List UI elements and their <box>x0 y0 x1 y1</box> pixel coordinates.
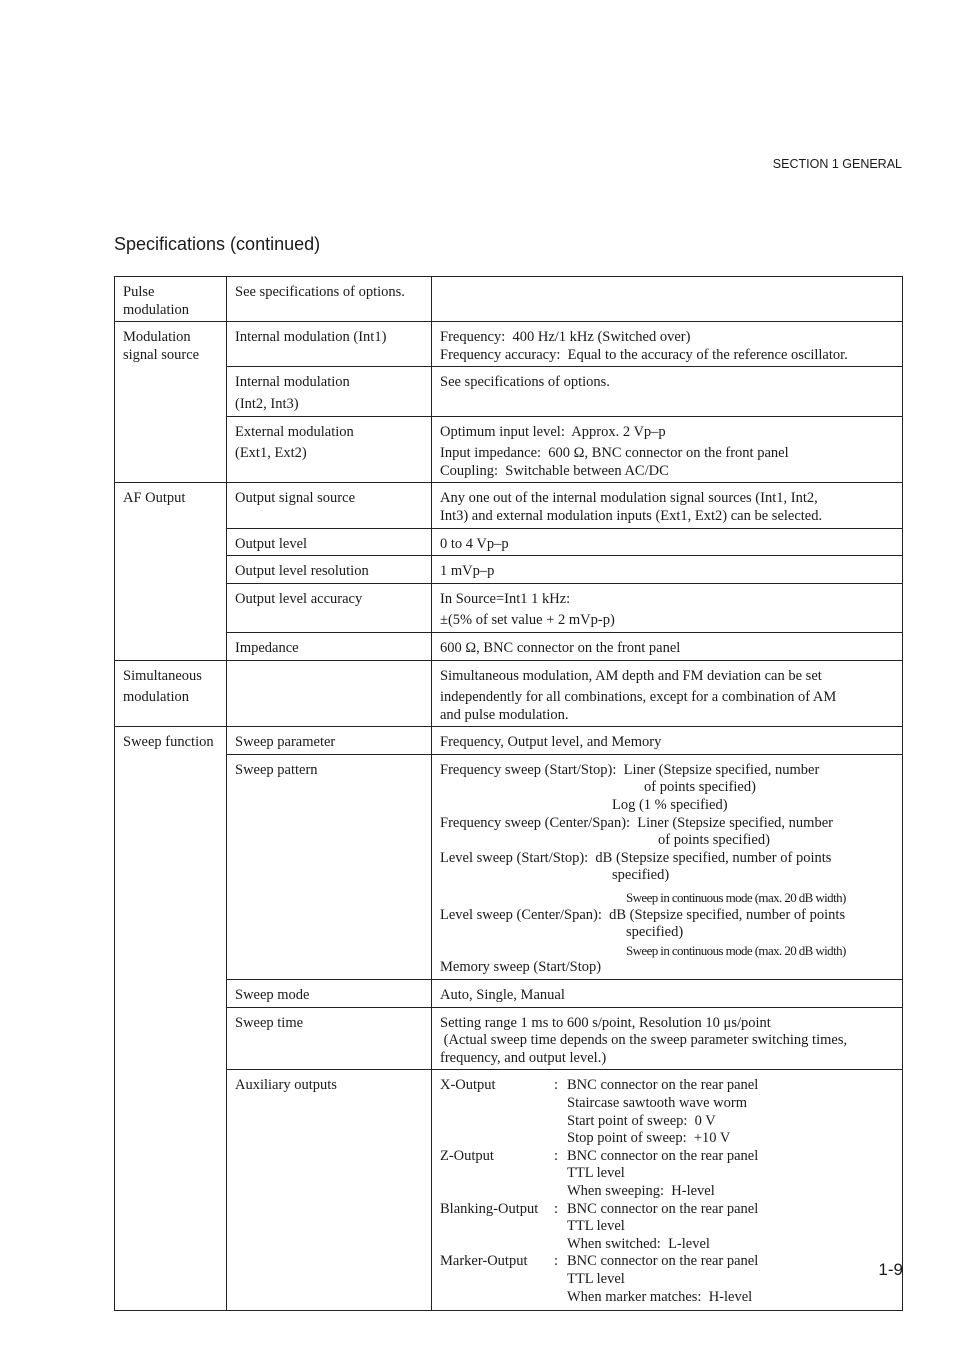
spec-int23 <box>432 367 903 416</box>
spec-line: Level sweep (Center/Span): dB (Stepsize specified, number of points <box>440 906 846 923</box>
spec-note: Sweep in continuous mode (max. 20 dB width) <box>626 890 846 906</box>
spec-sweep-pattern <box>432 754 903 979</box>
spec-line: TTL level <box>567 1165 625 1182</box>
item-int1: Internal modulation (Int1) <box>227 322 432 367</box>
item-simultaneous <box>227 660 432 727</box>
aux-detail <box>567 1077 896 1147</box>
category-pulse: Pulse modulation <box>115 277 227 322</box>
aux-detail <box>567 1148 896 1201</box>
table-row <box>115 1070 903 1311</box>
spec-line: TTL level <box>567 1218 625 1235</box>
spec-line: ±(5% of set value + 2 mVp-p) <box>440 612 615 629</box>
spec-line: Memory sweep (Start/Stop) <box>440 959 602 976</box>
spec-line: specified) <box>612 867 670 884</box>
spec-line: Optimum input level: Approx. 2 Vp–p <box>440 423 666 440</box>
aux-name: Marker-Output <box>440 1253 528 1270</box>
table-row <box>115 727 903 755</box>
spec-line: Int3) and external modulation inputs (Ext1, Ext2) can be selected. <box>440 507 823 524</box>
table-row <box>115 416 903 483</box>
aux-name: Blanking-Output <box>440 1200 539 1217</box>
spec-line: Start point of sweep: 0 V <box>567 1112 716 1129</box>
spec-line: Setting range 1 ms to 600 s/point, Resolution 10 μs/point <box>440 1014 771 1031</box>
category-sweep: Sweep function <box>115 727 227 1311</box>
aux-separator: : <box>554 1077 559 1094</box>
spec-sweep-mode: Auto, Single, Manual <box>432 980 903 1008</box>
spec-line: Any one out of the internal modulation signal sources (Int1, Int2, <box>440 490 818 507</box>
item-impedance: Impedance <box>227 632 432 660</box>
spec-ext <box>432 416 903 483</box>
spec-line: specified) <box>626 924 684 941</box>
spec-line: BNC connector on the rear panel <box>567 1200 759 1217</box>
aux-separator: : <box>554 1147 559 1164</box>
spec-auxiliary-outputs <box>432 1070 903 1311</box>
item-sweep-parameter: Sweep parameter <box>227 727 432 755</box>
aux-separator: : <box>554 1200 559 1217</box>
category-line: modulation <box>123 689 190 706</box>
aux-separator: : <box>554 1253 559 1270</box>
spec-line: independently for all combinations, except for a combination of AM <box>440 689 837 706</box>
aux-detail <box>567 1201 896 1254</box>
table-row <box>115 660 903 727</box>
spec-line: Frequency: 400 Hz/1 kHz (Switched over) <box>440 329 691 346</box>
spec-output-level: 0 to 4 Vp–p <box>432 528 903 556</box>
spec-line: Frequency sweep (Start/Stop): Liner (Stepsize specified, number <box>440 761 820 778</box>
item-line: External modulation <box>235 423 354 440</box>
spec-line: Frequency accuracy: Equal to the accuracy of the reference oscillator. <box>440 346 848 363</box>
aux-detail <box>567 1253 896 1306</box>
spec-note: Sweep in continuous mode (max. 20 dB width) <box>626 942 846 958</box>
spec-line: BNC connector on the rear panel <box>567 1077 759 1094</box>
aux-name: Z-Output <box>440 1147 494 1164</box>
spec-line: Simultaneous modulation, AM depth and FM deviation can be set <box>440 667 822 684</box>
spec-sweep-time <box>432 1007 903 1070</box>
spec-line: BNC connector on the rear panel <box>567 1253 759 1270</box>
spec-output-resolution: 1 mVp–p <box>432 556 903 584</box>
table-row <box>115 483 903 528</box>
auxiliary-list <box>440 1077 896 1306</box>
spec-line: See specifications of options. <box>440 374 610 391</box>
category-simultaneous <box>115 660 227 727</box>
spec-line: When switched: L-level <box>567 1235 710 1252</box>
aux-name: X-Output <box>440 1077 496 1094</box>
table-row <box>115 322 903 367</box>
spec-line: Coupling: Switchable between AC/DC <box>440 462 669 479</box>
spec-line: BNC connector on the rear panel <box>567 1147 759 1164</box>
table-row <box>115 632 903 660</box>
table-row <box>115 1007 903 1070</box>
item-line: Internal modulation <box>235 374 350 391</box>
spec-sweep-parameter: Frequency, Output level, and Memory <box>432 727 903 755</box>
spec-line: In Source=Int1 1 kHz: <box>440 590 571 607</box>
table-row <box>115 277 903 322</box>
spec-line: When marker matches: H-level <box>567 1288 753 1305</box>
spec-line: Log (1 % specified) <box>612 797 728 814</box>
item-line: (Int2, Int3) <box>235 395 299 412</box>
section-header: SECTION 1 GENERAL <box>772 157 902 171</box>
page-title: Specifications (continued) <box>114 234 321 254</box>
item-line: (Ext1, Ext2) <box>235 445 307 462</box>
item-auxiliary-outputs: Auxiliary outputs <box>227 1070 432 1311</box>
spec-line: frequency, and output level.) <box>440 1049 607 1066</box>
spec-line: When sweeping: H-level <box>567 1182 715 1199</box>
spec-simultaneous <box>432 660 903 727</box>
spec-line: Stop point of sweep: +10 V <box>567 1130 731 1147</box>
item-ext <box>227 416 432 483</box>
spec-impedance: 600 Ω, BNC connector on the front panel <box>432 632 903 660</box>
spec-line: Level sweep (Start/Stop): dB (Stepsize specified, number of points <box>440 849 832 866</box>
table-row <box>115 754 903 979</box>
item-output-source: Output signal source <box>227 483 432 528</box>
item-output-level: Output level <box>227 528 432 556</box>
spec-line: TTL level <box>567 1270 625 1287</box>
table-row <box>115 556 903 584</box>
item-sweep-time: Sweep time <box>227 1007 432 1070</box>
table-row <box>115 367 903 416</box>
table-row <box>115 583 903 632</box>
spec-line: of points specified) <box>644 779 756 796</box>
spec-line: of points specified) <box>658 832 770 849</box>
spec-line: Frequency sweep (Center/Span): Liner (Stepsize specified, number <box>440 814 833 831</box>
spec-line: Input impedance: 600 Ω, BNC connector on the front panel <box>440 445 789 462</box>
item-sweep-pattern: Sweep pattern <box>227 754 432 979</box>
spec-int1 <box>432 322 903 367</box>
spec-line: Staircase sawtooth wave worm <box>567 1094 747 1111</box>
spec-pulse <box>432 277 903 322</box>
category-modulation-source: Modulation signal source <box>115 322 227 483</box>
item-output-accuracy: Output level accuracy <box>227 583 432 632</box>
category-line: Simultaneous <box>123 667 202 684</box>
spec-output-accuracy <box>432 583 903 632</box>
table-row <box>115 980 903 1008</box>
spec-line: (Actual sweep time depends on the sweep parameter switching times, <box>440 1032 848 1049</box>
specifications-table <box>114 276 903 1311</box>
item-sweep-mode: Sweep mode <box>227 980 432 1008</box>
item-output-resolution: Output level resolution <box>227 556 432 584</box>
spec-line: and pulse modulation. <box>440 706 569 723</box>
item-pulse: See specifications of options. <box>227 277 432 322</box>
item-int23 <box>227 367 432 416</box>
table-row <box>115 528 903 556</box>
page-number: 1-9 <box>878 1260 903 1279</box>
spec-output-source <box>432 483 903 528</box>
category-af-output: AF Output <box>115 483 227 660</box>
